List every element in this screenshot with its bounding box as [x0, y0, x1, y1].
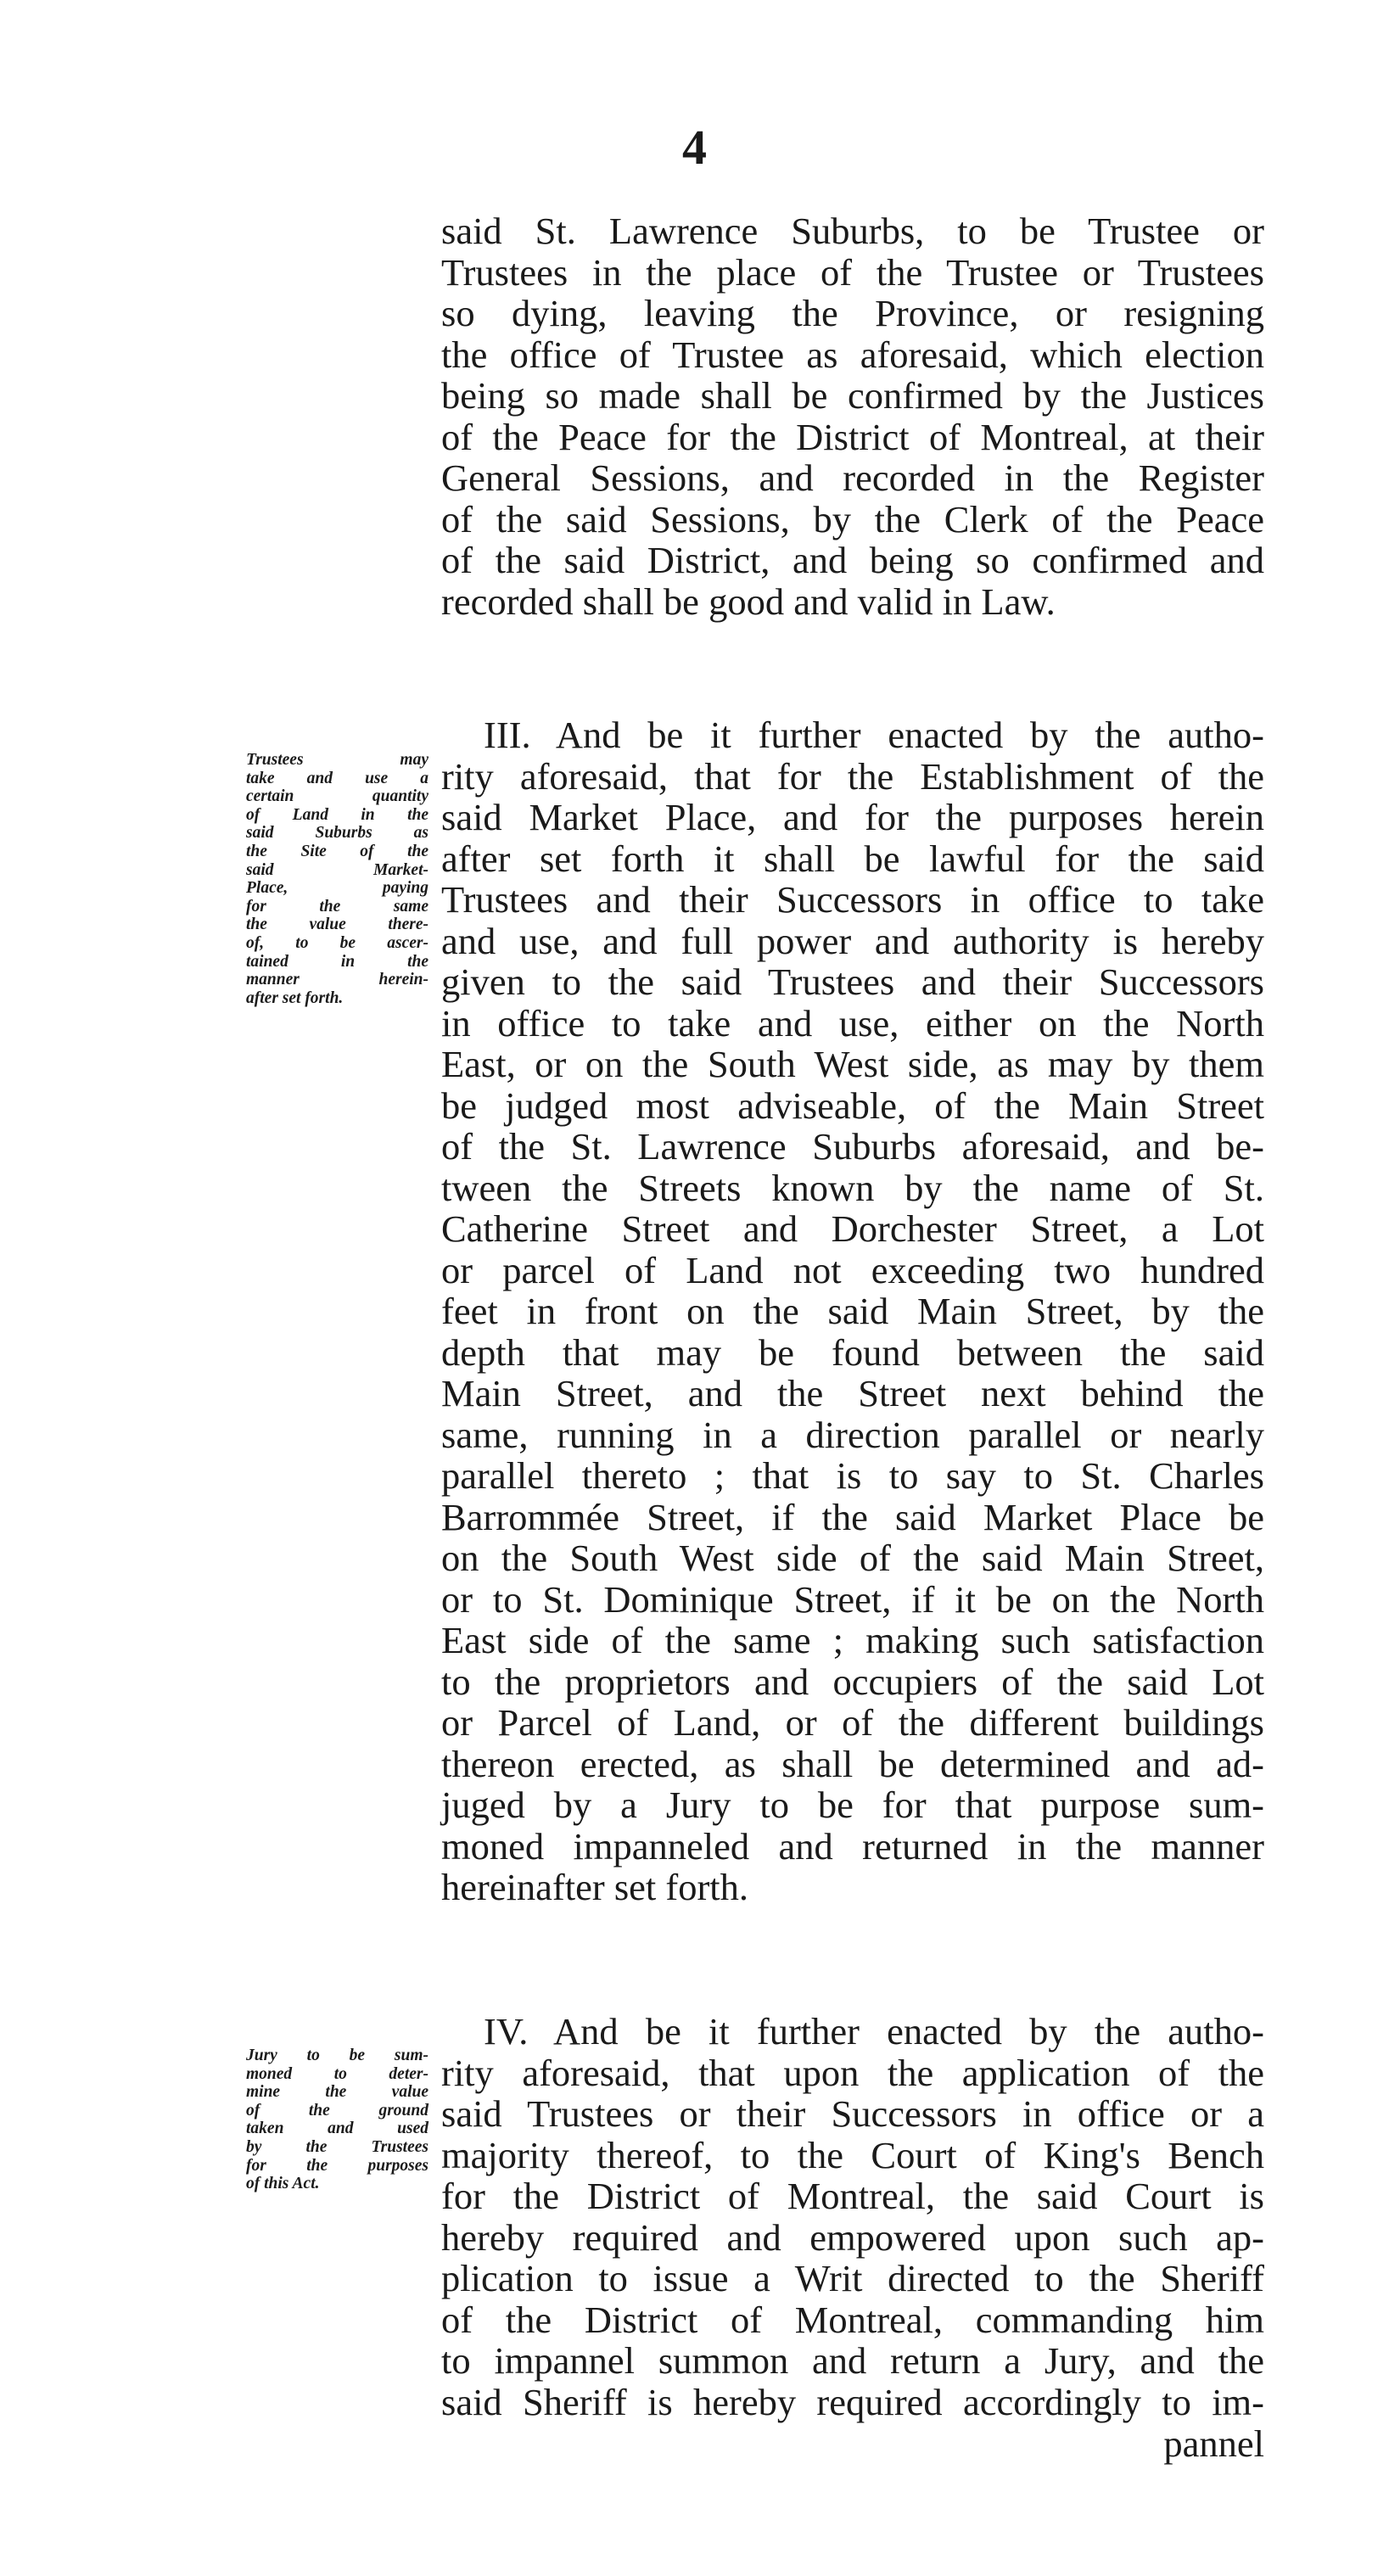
text-line: to the proprietors and occupiers of the said Lot [441, 1660, 1264, 1703]
text-line: feet in front on the said Main Street, by the [441, 1290, 1264, 1332]
margin-note-line: the value there- [246, 916, 428, 934]
margin-note-line: taken and used [246, 2120, 428, 2138]
text-line: so dying, leaving the Province, or resigning [441, 292, 1264, 334]
margin-note-line: said Market- [246, 860, 428, 879]
catchword-container [441, 2423, 1264, 2465]
text-line: rity aforesaid, that for the Establishment of the [441, 754, 1264, 798]
text-line: of the District of Montreal, commanding him [441, 2298, 1264, 2341]
margin-note-line: for the purposes [246, 2156, 428, 2175]
margin-note-line: for the same [246, 897, 428, 916]
text-line: after set forth it shall be lawful for the said [441, 837, 1264, 880]
margin-note-line: mine the value [246, 2083, 428, 2102]
margin-note-line: certain quantity [246, 787, 428, 806]
text-line: be judged most adviseable, of the Main Street [441, 1084, 1264, 1127]
text-line: given to the said Trustees and their Successors [441, 960, 1264, 1003]
catchword: pannel [1163, 2422, 1264, 2465]
text-line: parallel thereto ; that is to say to St. Charles [441, 1454, 1264, 1497]
margin-note-line: after set forth. [246, 988, 344, 1007]
text-line: for the District of Montreal, the said Court is [441, 2175, 1264, 2217]
margin-note-line: tained in the [246, 952, 428, 971]
text-line: or Parcel of Land, or of the different buildings [441, 1701, 1264, 1744]
text-line: of the said Sessions, by the Clerk of the Peace [441, 497, 1264, 540]
text-line: in office to take and use, either on the North [441, 1001, 1264, 1044]
text-line: East side of the same ; making such satisfaction [441, 1619, 1264, 1661]
text-line: of the said District, and being so confirmed and [441, 539, 1264, 581]
text-line: to impannel summon and return a Jury, and the [441, 2339, 1264, 2382]
text-line: hereinafter set forth. [441, 1866, 748, 1908]
margin-note-line: Place, paying [246, 879, 428, 898]
text-line: on the South West side of the said Main Street, [441, 1537, 1264, 1579]
paragraph-continuation [441, 210, 1264, 622]
margin-note-line: take and use a [246, 769, 428, 787]
margin-note-line: manner herein- [246, 971, 428, 989]
margin-note-line: of Land in the [246, 805, 428, 824]
text-line: and use, and full power and authority is hereby [441, 919, 1264, 962]
text-line: Main Street, and the Street next behind the [441, 1372, 1264, 1414]
margin-note-line: moned to deter- [246, 2064, 428, 2083]
margin-note-line: by the Trustees [246, 2137, 428, 2156]
text-line: General Sessions, and recorded in the Register [441, 456, 1264, 499]
text-line: tween the Streets known by the name of St. [441, 1166, 1264, 1209]
text-line: said Market Place, and for the purposes herein [441, 796, 1264, 838]
margin-note-line: said Suburbs as [246, 824, 428, 843]
margin-note-line: of the ground [246, 2101, 428, 2120]
text-line: rity aforesaid, that upon the application of the [441, 2051, 1264, 2094]
text-line: or to St. Dominique Street, if it be on the North [441, 1577, 1264, 1621]
text-line: plication to issue a Writ directed to the Sheriff [441, 2257, 1264, 2299]
text-line: recorded shall be good and valid in Law. [441, 580, 1056, 623]
text-line: thereon erected, as shall be determined and ad- [441, 1742, 1264, 1785]
text-line: East, or on the South West side, as may by them [441, 1043, 1264, 1085]
text-line: the office of Trustee as aforesaid, which election [441, 333, 1264, 376]
text-line: said St. Lawrence Suburbs, to be Trustee or [441, 210, 1264, 252]
text-line: being so made shall be confirmed by the Justices [441, 374, 1264, 417]
text-line: said Sheriff is hereby required accordingly to im- [441, 2380, 1264, 2423]
text-line: juged by a Jury to be for that purpose sum- [441, 1784, 1264, 1826]
text-line: hereby required and empowered upon such ap- [441, 2215, 1264, 2259]
text-line: said Trustees or their Successors in office or a [441, 2092, 1264, 2135]
margin-note-line: of this Act. [246, 2175, 320, 2193]
text-line: Trustees and their Successors in office to take [441, 878, 1264, 921]
margin-note-jury [246, 2047, 428, 2193]
text-line: same, running in a direction parallel or nearly [441, 1413, 1264, 1456]
text-line: depth that may be found between the said [441, 1330, 1264, 1374]
text-line: or parcel of Land not exceeding two hundred [441, 1248, 1264, 1291]
text-line: of the St. Lawrence Suburbs aforesaid, and be- [441, 1125, 1264, 1168]
margin-note-line: the Site of the [246, 842, 428, 860]
section-iii-paragraph [441, 714, 1264, 1908]
margin-note-trustees [246, 751, 428, 1007]
text-line: of the Peace for the District of Montreal, at their [441, 415, 1264, 458]
text-line: III. And be it further enacted by the autho- [484, 714, 1264, 756]
text-line: Barrommée Street, if the said Market Place be [441, 1495, 1264, 1538]
text-line: majority thereof, to the Court of King's Bench [441, 2133, 1264, 2176]
margin-note-line: of, to be ascer- [246, 933, 428, 952]
margin-note-line: Trustees may [246, 751, 428, 769]
text-line: Catherine Street and Dorchester Street, a Lot [441, 1207, 1264, 1250]
section-iv-paragraph [441, 2011, 1264, 2422]
page-number: 4 [682, 120, 707, 175]
text-line: Trustees in the place of the Trustee or Trustees [441, 250, 1264, 294]
text-line: moned impanneled and returned in the manner [441, 1824, 1264, 1868]
text-line: IV. And be it further enacted by the autho- [484, 2010, 1264, 2052]
margin-note-line: Jury to be sum- [246, 2047, 428, 2064]
